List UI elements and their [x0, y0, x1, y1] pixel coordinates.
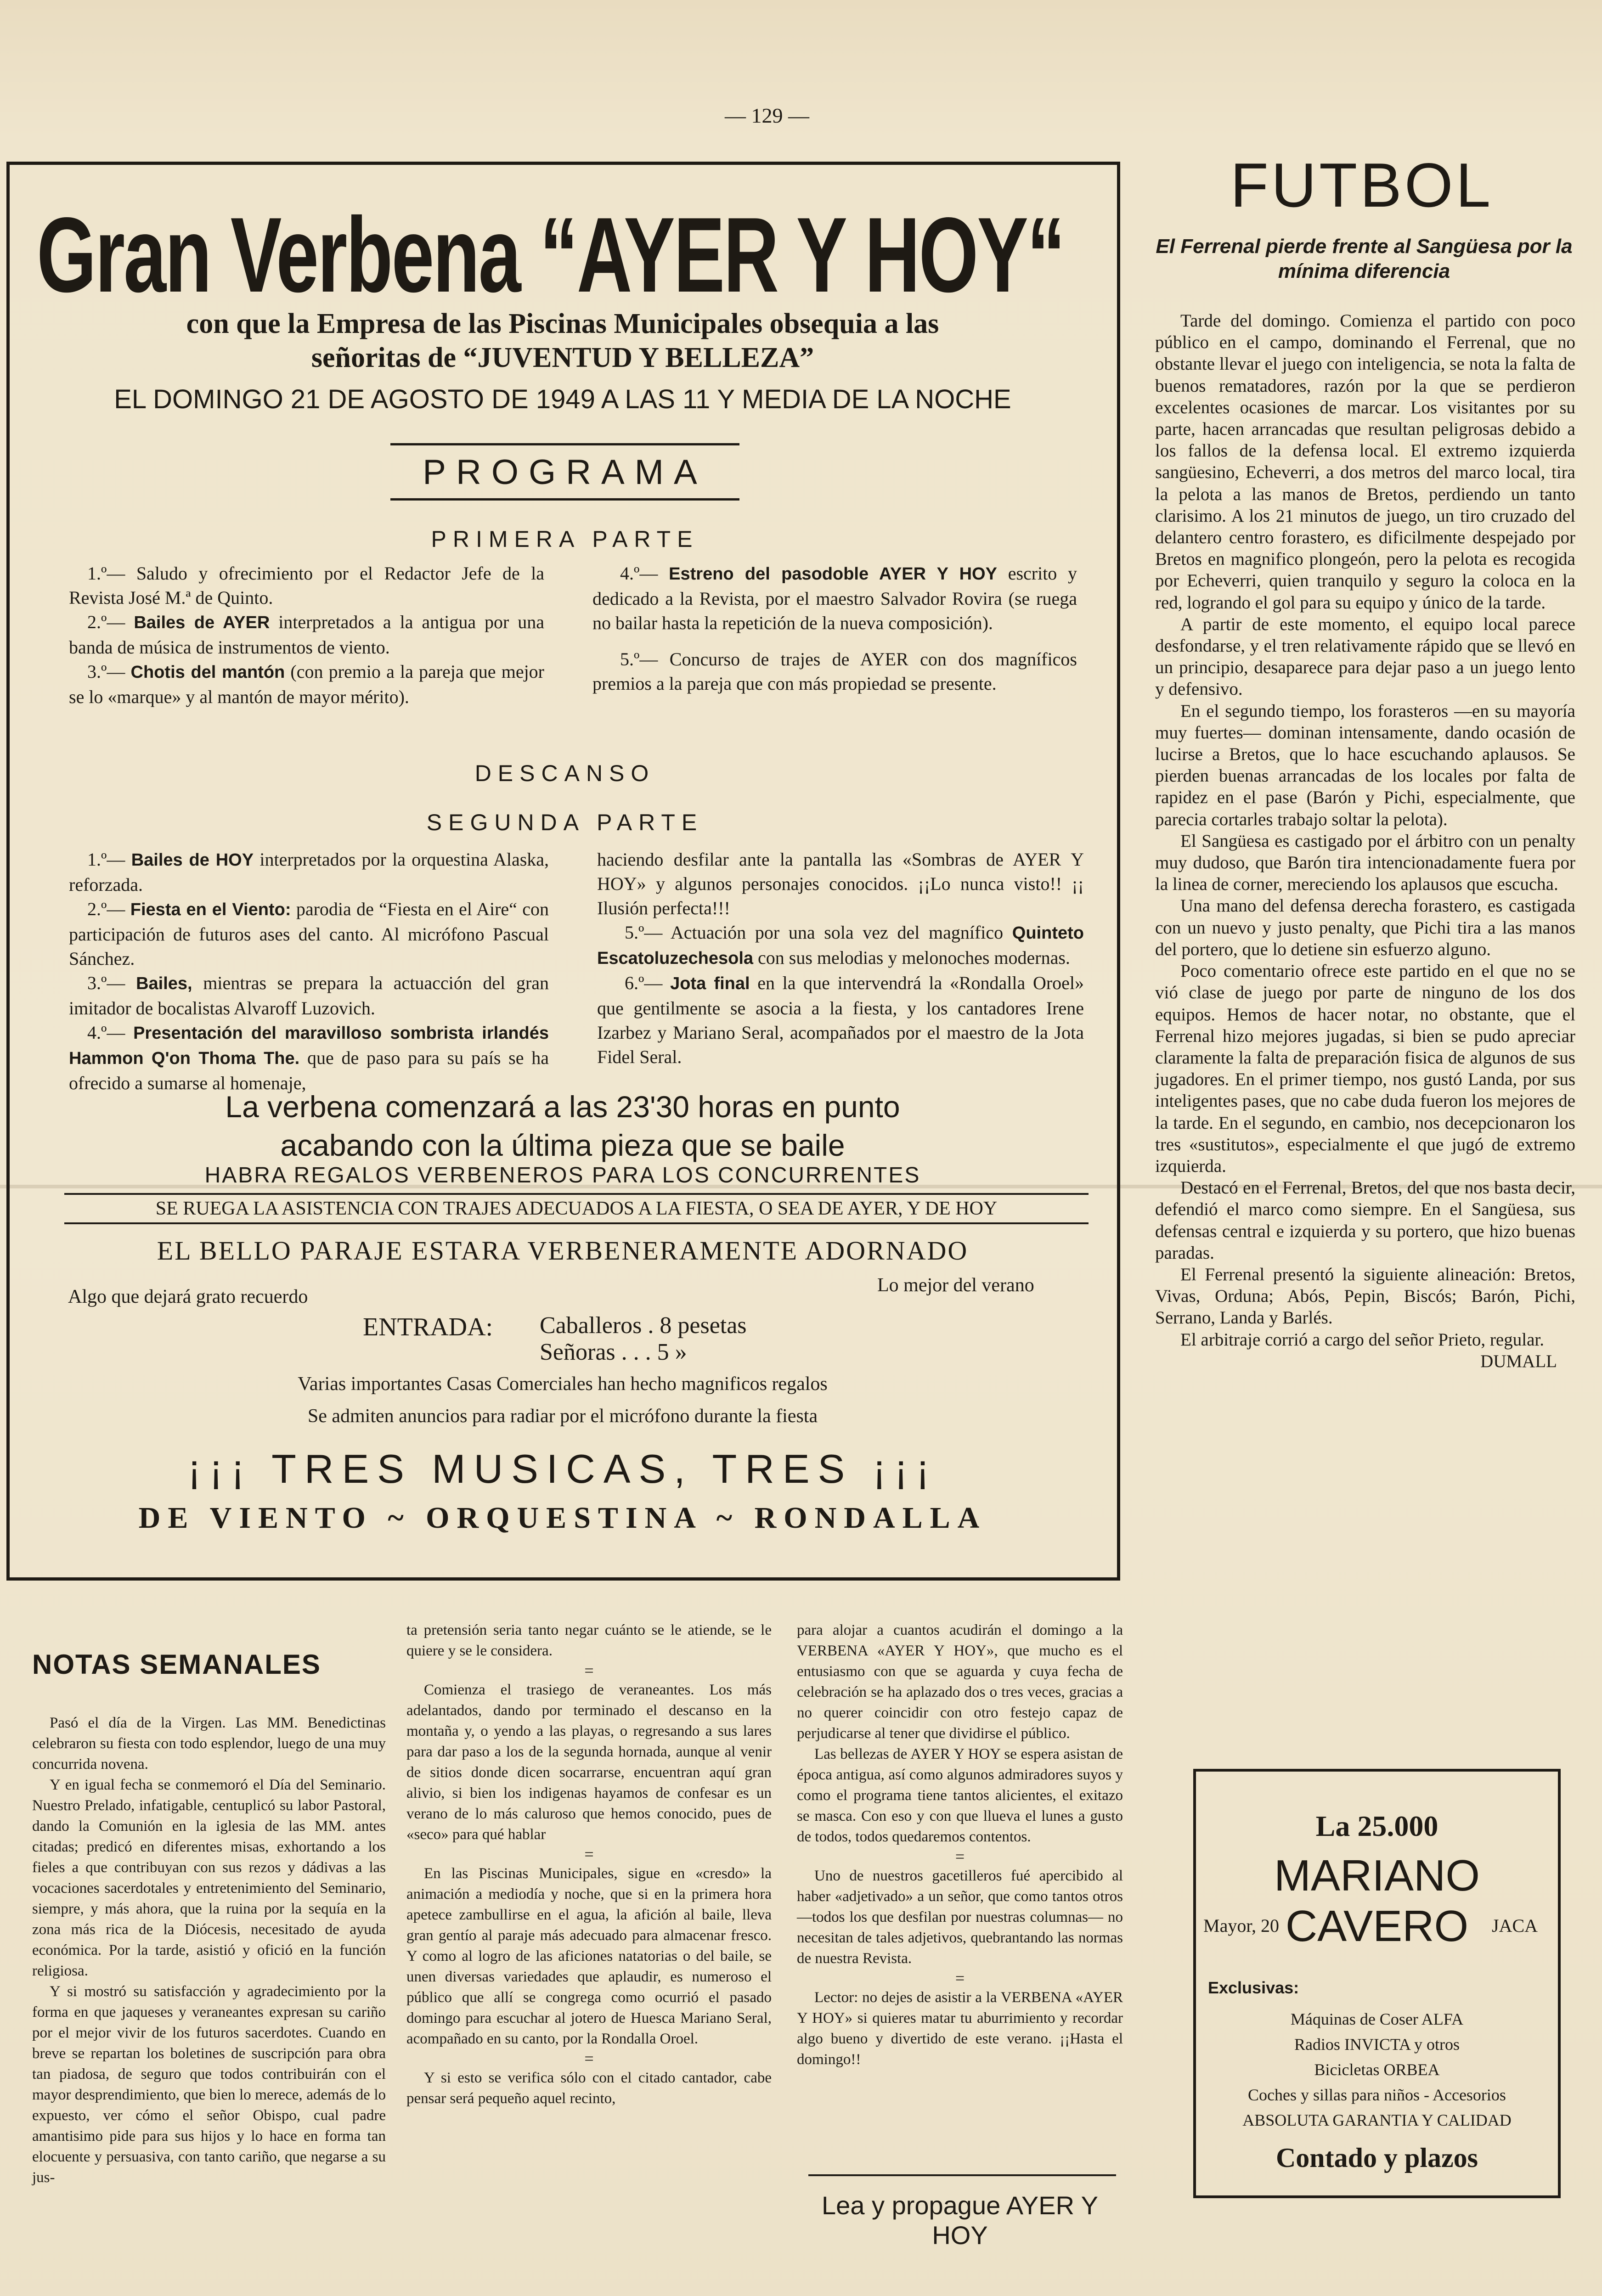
- program-item: 6.º— Jota final en la que intervendrá la «Rondalla Oroel» que gentilmente se asocia a la fiesta, y los cantadores Irene Izarbez y Mariano Seral, acompañados por el maestro de la Jota Fidel Seral.: [597, 973, 1084, 1067]
- separator: =: [584, 1845, 594, 1863]
- separator: =: [955, 1847, 965, 1866]
- programa-rule-bottom: [390, 498, 739, 501]
- notas-paragraph: Comienza el trasiego de veraneantes. Los más adelantados, dando por terminado el descanso en la montaña y, o yendo a las playas, o regresando a sus lares para dar paso a los de la segunda hornada, aunque al venir de sitios donde dicen socarrarse, encuentran aquí gran alivio, si bien los indigenas hayamos de confesar es un verano de lo más caluroso que hemos conocido, pues de «seco» para qué hablar: [406, 1682, 772, 1843]
- futbol-paragraph: A partir de este momento, el equipo local parece desfondarse, y el tren relativamente rápido que se llevó en un principio, desaparece para dejar paso a un juego lento y defensivo.: [1155, 614, 1575, 699]
- program-item: 3.º— Bailes, mientras se prepara la actuacción del gran imitador de bocalistas Alvaroff Luzovich.: [69, 973, 549, 1019]
- program-item: 5.º— Actuación por una sola vez del magnífico Quinteto Escatoluzechesola con sus melodias y melonoches modernas.: [597, 922, 1084, 968]
- descanso-heading: DESCANSO: [474, 760, 655, 786]
- primera-parte-col-left: [69, 561, 544, 709]
- lea-rule: [808, 2174, 1116, 2176]
- programa-heading: PROGRAMA: [423, 453, 707, 492]
- segunda-parte-col-right: [597, 847, 1084, 1069]
- notas-paragraph: para alojar a cuantos acudirán el domingo a la VERBENA «AYER Y HOY», que mucho es el entusiasmo con que se aguarda y cuya fecha de celebración se ha aplazado dos o tres veces, gracias a no querer coincidir con otro festejo capaz de perjudicarse al tener que dividirse el público.: [797, 1622, 1123, 1742]
- lea-propague: Lea y propague AYER Y HOY: [822, 2191, 1098, 2250]
- program-item: 1.º— Bailes de HOY interpretados por la orquestina Alaska, reforzada.: [69, 849, 549, 895]
- futbol-paragraph: El Sangüesa es castigado por el árbitro con un penalty muy dudoso, que Barón tira intencionadamente fuera por la linea de corner, mereciendo los aplausos que escucha.: [1155, 831, 1575, 895]
- futbol-paragraph: El Ferrenal presentó la siguiente alineación: Bretos, Vivas, Orduna; Abós, Pepin, Biscós; Barón, Pichi, Serrano, Landa y Barlés.: [1155, 1264, 1575, 1328]
- price-caballeros: Caballeros . 8 pesetas: [540, 1312, 747, 1339]
- price-senoras: Señoras . . . 5 »: [540, 1339, 687, 1365]
- futbol-heading: FUTBOL: [1230, 150, 1494, 220]
- futbol-article: [1155, 310, 1575, 1372]
- entrada-prices: [540, 1312, 747, 1366]
- ad-item: Bicicletas ORBEA: [1314, 2060, 1440, 2079]
- paraje-line: EL BELLO PARAJE ESTARA VERBENERAMENTE ADORNADO: [157, 1236, 969, 1266]
- recuerdo-line: Algo que dejará grato recuerdo: [68, 1286, 308, 1307]
- notas-paragraph: Y si mostró su satisfacción y agradecimiento por la forma en que jaqueses y veraneantes expresan su cariño por el mejor vivir de los futuros sacerdotes. Cuando en breve se repartan los boletines de suscripción para obra tan piadosa, de seguro que todos contribuirán con el mayor desprendimiento, que bien lo merece, además de lo expuesto, ver cómo el señor Obispo, cual padre amantisimo pide para sus hijos y lo hace en forma tan elocuente y persuasiva, con tanto cariño, que negarse a su jus-: [32, 1983, 386, 2186]
- notas-paragraph: Lector: no dejes de asistir a la VERBENA «AYER Y HOY» si quieres matar tu aburrimiento y recordar algo bueno y divertido de este verano. ¡¡Hasta el domingo!!: [797, 1989, 1123, 2068]
- futbol-signature: DUMALL: [1480, 1351, 1557, 1371]
- primera-parte-col-right: [592, 561, 1077, 696]
- futbol-paragraph: Tarde del domingo. Comienza el partido con poco público en el campo, dominando el Ferrenal, que no obstante llevar el juego con inteligencia, se nota la falta de buenos rematadores, razón por la que se perdieron excelentes ocasiones de marcar. Los visitantes por su parte, hacen arrancadas que resultan peligrosas debido a los fallos de la defensa local. El extremo izquierda sangüesino, Echeverri, a dos metros del marco local, tira la pelota a las manos de Bretos, perdiendo un tanto clarisimo. A los 21 minutos de juego, un tiro cruzado del delantero centro forastero, es dificilmente despejado por Bretos en magnifico plongeón, pero la pelota es recogida por Echeverri, quien tranquilo y seguro la coloca en la red, logrando el gol para su equipo y único de la tarde.: [1155, 311, 1575, 613]
- ad-items: [1193, 2007, 1561, 2133]
- ad-item: Máquinas de Coser ALFA: [1290, 2010, 1464, 2028]
- program-item: 5.º— Concurso de trajes de AYER con dos magníficos premios a la pareja que con más propiedad se presente.: [592, 649, 1077, 694]
- notas-paragraph: En las Piscinas Municipales, sigue en «cresdo» la animación a mediodía y noche, que si en la primera hora apetece zambullirse en el agua, la afición al baile, lleva gran gentío al paraje más adecuado para almacenar fresco. Y como al logro de las aficiones natatorias o del baile, se unen diversas variedades que aplaudir, es numeroso el público que allí se congrega como ocurrió el pasado domingo para escuchar al jotero de Huesca Mariano Seral, acompañado en su canto, por la Rondalla Oroel.: [406, 1865, 772, 2047]
- program-item: 4.º— Estreno del pasodoble AYER Y HOY escrito y dedicado a la Revista, por el maestro Salvador Rovira (se ruega no bailar hasta la repetición de la nueva composición).: [592, 563, 1077, 633]
- ad-exclusivas: Exclusivas:: [1208, 1978, 1299, 1997]
- futbol-paragraph: Una mano del defensa derecha forastero, es castigada con un nuevo y justo penalty, que Pichi tira a las manos del portero, que lo detiene sin esfuerzo alguno.: [1155, 896, 1575, 959]
- musicas-list: DE VIENTO ~ ORQUESTINA ~ RONDALLA: [138, 1501, 987, 1535]
- primera-parte-heading: PRIMERA PARTE: [431, 526, 699, 552]
- separator: =: [955, 1969, 965, 1987]
- ruega-rule-bottom: [64, 1222, 1089, 1224]
- ad-line-1: La 25.000: [1315, 1810, 1438, 1842]
- notas-col-3: [797, 1620, 1123, 2070]
- notas-paragraph: Las bellezas de AYER Y HOY se espera asistan de época antigua, así como algunos admiradores suyos y como el programa tiene tantos alicientes, el exitazo se masca. Con eso y con que llueva el lunes a gusto de todos, todos quedaremos contentos.: [797, 1746, 1123, 1845]
- anuncios-line: Se admiten anuncios para radiar por el micrófono durante la fiesta: [307, 1406, 818, 1427]
- tres-musicas-line: ¡¡¡ TRES MUSICAS, TRES ¡¡¡: [187, 1446, 938, 1491]
- program-item: 1.º— Saludo y ofrecimiento por el Redactor Jefe de la Revista José M.ª de Quinto.: [69, 563, 545, 608]
- separator: =: [584, 2049, 594, 2068]
- futbol-paragraph: Destacó en el Ferrenal, Bretos, del que nos basta decir, defendió el marco como siempre. En el Sangüesa, sus defensas central e izquierda y su portero, que hizo buenas paradas.: [1155, 1178, 1575, 1263]
- ad-item: Radios INVICTA y otros: [1294, 2035, 1460, 2054]
- notas-col-2: [406, 1620, 772, 2109]
- notas-paragraph: Pasó el día de la Virgen. Las MM. Benedictinas celebraron su fiesta con todo esplendor, luego de una muy concurrida novena.: [32, 1715, 386, 1773]
- regalos-line: HABRA REGALOS VERBENEROS PARA LOS CONCURRENTES: [204, 1163, 921, 1187]
- futbol-paragraph: Poco comentario ofrece este partido en el que no se vió clase de juego por parte de ninguno de los dos equipos. Hemos de hacer notar, no obstante, que el Ferrenal hizo mejores jugadas, si bien se pudo apreciar claramente la falta de preparación fisica de algunos de sus jugadores. En el primer tiempo, nos gustó Landa, por sus inteligentes pases, que no cabe duda fueron los mejores de la tarde. En el segundo, en cambio, nos decepcionaron los tres «sustitutos», especialmente el que jugó de extremo izquierda.: [1155, 961, 1575, 1176]
- segunda-parte-col-left: [69, 847, 549, 1095]
- ad-contado: Contado y plazos: [1275, 2143, 1478, 2173]
- ad-line-2: MARIANO CAVERO: [1274, 1851, 1480, 1951]
- verbena-subtitle: [28, 307, 1098, 375]
- verbena-date-line: EL DOMINGO 21 DE AGOSTO DE 1949 A LAS 11 Y MEDIA DE LA NOCHE: [114, 384, 1011, 414]
- program-item: 4.º— Presentación del maravilloso sombrista irlandés Hammon Q'on Thoma The. que de paso para su país se ha ofrecido a sumarse al homenaje,: [69, 1022, 549, 1093]
- futbol-subtitle: El Ferrenal pierde frente al Sangüesa por la mínima diferencia: [1156, 235, 1573, 282]
- verano-line: Lo mejor del verano: [877, 1275, 1034, 1296]
- verbena-start-time: [28, 1087, 1098, 1165]
- program-item: 2.º— Bailes de AYER interpretados a la antigua por una banda de música de instrumentos de viento.: [69, 612, 545, 658]
- notas-paragraph: ta pretensión seria tanto negar cuánto se le atiende, se le quiere y se le considera.: [406, 1622, 772, 1659]
- start-line-1: La verbena comenzará a las 23'30 horas en punto: [225, 1090, 900, 1124]
- futbol-paragraph: En el segundo tiempo, los forasteros —en su mayoría muy fuertes— dominan intensamente, dando ocasión de lucirse a Bretos, que lo hace escuchando aplausos. Se pierden buenas arrancadas de los locales por falta de rapidez en el pase (Barón y Pichi, especialmente, que parecia cortarles trabajo soltar la pelota).: [1155, 701, 1575, 829]
- ad-item: Coches y sillas para niños - Accesorios: [1248, 2086, 1506, 2104]
- ruega-line: SE RUEGA LA ASISTENCIA CON TRAJES ADECUADOS A LA FIESTA, O SEA DE AYER, Y DE HOY: [155, 1198, 998, 1219]
- notas-paragraph: Y si esto se verifica sólo con el citado cantador, cabe pensar será pequeño aquel recinto,: [406, 2070, 772, 2107]
- verbena-subtitle-line-1: con que la Empresa de las Piscinas Municipales obsequia a las: [186, 308, 939, 339]
- program-item: 3.º— Chotis del mantón (con premio a la pareja que mejor se lo «marque» y al mantón de mayor mérito).: [69, 661, 545, 707]
- notas-paragraph: Y en igual fecha se conmemoró el Día del Seminario. Nuestro Prelado, infatigable, centuplicó su labor Pastoral, dando la Comunión en la iglesia de las MM. antes citadas; predicó en diferentes misas, exhortando a los fieles a que contribuyan con sus rezos y dádivas a las vocaciones sacerdotales y entretenimiento del Seminario, siempre, y más ahora, que la ruina por la sequía en la zona más rica de la Diócesis, necesitado de ayuda económica. Por la tarde, asistió y ofició en la función religiosa.: [32, 1777, 386, 1979]
- page-number: — 129 —: [725, 104, 809, 127]
- notas-heading: NOTAS SEMANALES: [32, 1649, 321, 1680]
- program-item: 2.º— Fiesta en el Viento: parodia de “Fiesta en el Aire“ con participación de futuros ases del canto. Al micrófono Pascual Sánchez.: [69, 899, 549, 969]
- program-item-continued: haciendo desfilar ante la pantalla las «Sombras de AYER Y HOY» y algunos personajes conocidos. ¡¡Lo nunca visto!! ¡¡ Ilusión perfecta!!!: [597, 849, 1084, 918]
- verbena-subtitle-line-2: señoritas de “JUVENTUD Y BELLEZA”: [311, 342, 814, 373]
- ad-garantia: ABSOLUTA GARANTIA Y CALIDAD: [1242, 2111, 1512, 2129]
- entrada-label: ENTRADA:: [363, 1313, 493, 1341]
- ad-address: Mayor, 20: [1203, 1915, 1280, 1936]
- ad-city: JACA: [1492, 1915, 1538, 1936]
- segunda-parte-heading: SEGUNDA PARTE: [426, 810, 704, 835]
- programa-rule-top: [390, 443, 739, 445]
- casas-line: Varias importantes Casas Comerciales han hecho magnificos regalos: [298, 1373, 828, 1395]
- start-line-2: acabando con la última pieza que se baile: [280, 1128, 845, 1162]
- separator: =: [584, 1661, 594, 1680]
- notas-col-1: [32, 1713, 386, 2188]
- ruega-rule-top: [64, 1193, 1089, 1195]
- notas-paragraph: Uno de nuestros gacetilleros fué apercibido al haber «adjetivado» a un señor, que como tantos otros —todos los que desfilan por nuestras columnas— no necesitan de tales adjetivos, quebrantando las normas de nuestra Revista.: [797, 1868, 1123, 1967]
- futbol-paragraph: El arbitraje corrió a cargo del señor Prieto, regular.: [1180, 1329, 1544, 1350]
- verbena-title: Gran Verbena “AYER Y HOY“: [37, 196, 1064, 315]
